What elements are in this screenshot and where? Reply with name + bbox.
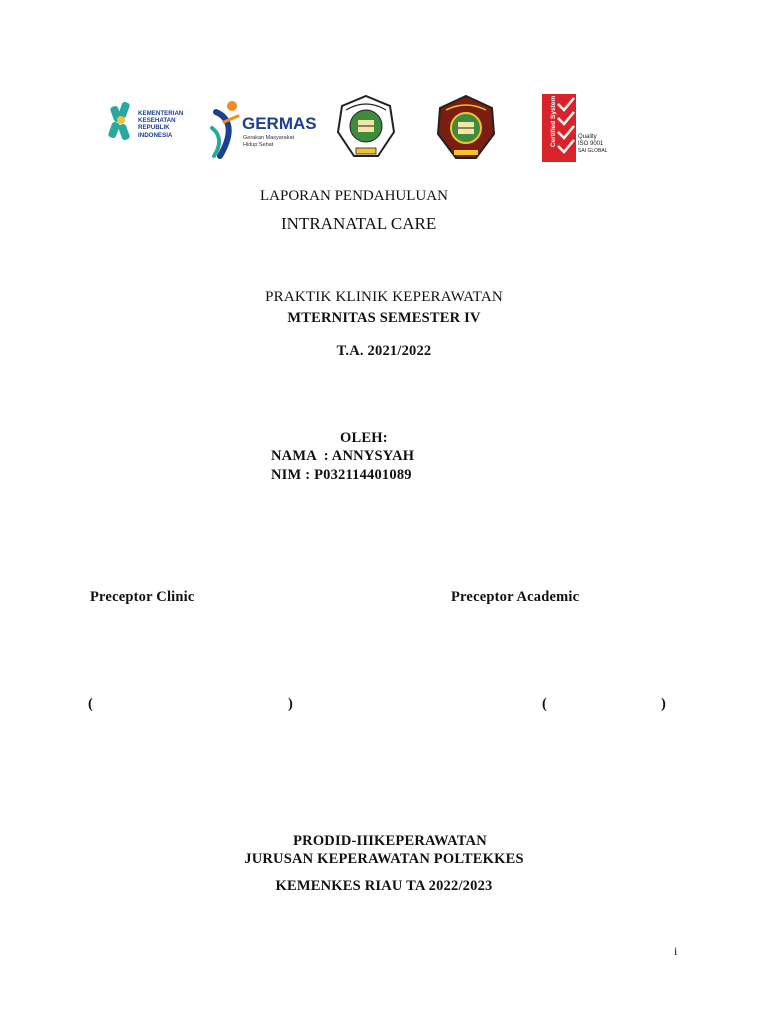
iso-sai-global: SAI GLOBAL xyxy=(578,148,608,154)
department-name: JURUSAN KEPERAWATAN POLTEKKES xyxy=(244,851,524,867)
student-nim: NIM : P032114401089 xyxy=(271,467,412,483)
right-sign-open-paren: ( xyxy=(542,696,548,712)
germas-line-1: Gerakan Masyarakat xyxy=(243,135,295,141)
report-type-title: LAPORAN PENDAHULUAN xyxy=(260,188,448,204)
poltekkes-seal-icon xyxy=(334,92,398,164)
by-label: OLEH: xyxy=(340,430,388,446)
checkmarks-icon xyxy=(556,96,576,160)
course-line-1: PRAKTIK KLINIK KEPERAWATAN xyxy=(265,289,503,305)
kemenkes-line-1: KEMENTERIAN xyxy=(138,110,184,117)
preceptor-clinic-label: Preceptor Clinic xyxy=(90,589,195,605)
kemenkes-line-4: INDONESIA xyxy=(138,131,173,139)
program-name: PRODID-IIIKEPERAWATAN xyxy=(293,833,487,849)
germas-logo xyxy=(210,92,317,164)
poltekkes-riau-logo xyxy=(434,92,498,164)
institution-year: KEMENKES RIAU TA 2022/2023 xyxy=(275,878,493,894)
page-number: i xyxy=(674,944,678,958)
germas-figure-icon xyxy=(210,98,240,160)
student-name: NAMA : ANNYSYAH xyxy=(271,448,415,464)
poltekkes-seal-logo xyxy=(334,92,398,164)
right-sign-close-paren: ) xyxy=(661,696,667,712)
kemenkes-line-2: KESEHATAN xyxy=(138,117,176,125)
preceptor-academic-label: Preceptor Academic xyxy=(451,589,580,605)
germas-title: GERMAS xyxy=(242,114,317,133)
iso-number: ISO 9001 xyxy=(578,141,604,147)
course-line-2: MTERNITAS SEMESTER IV xyxy=(287,310,481,326)
kemenkes-logo xyxy=(104,92,184,164)
poltekkes-riau-icon xyxy=(434,92,498,164)
kemenkes-line-3: REPUBLIK xyxy=(138,124,170,132)
iso-certified-logo xyxy=(542,92,608,164)
germas-line-2: Hidup Sehat xyxy=(243,141,274,148)
academic-year: T.A. 2021/2022 xyxy=(336,343,432,359)
left-sign-open-paren: ( xyxy=(88,696,94,712)
iso-vertical-text: Certified System xyxy=(550,95,558,148)
report-topic-title: INTRANATAL CARE xyxy=(281,214,437,233)
left-sign-close-paren: ) xyxy=(288,696,294,712)
iso-quality: Quality xyxy=(578,134,597,140)
